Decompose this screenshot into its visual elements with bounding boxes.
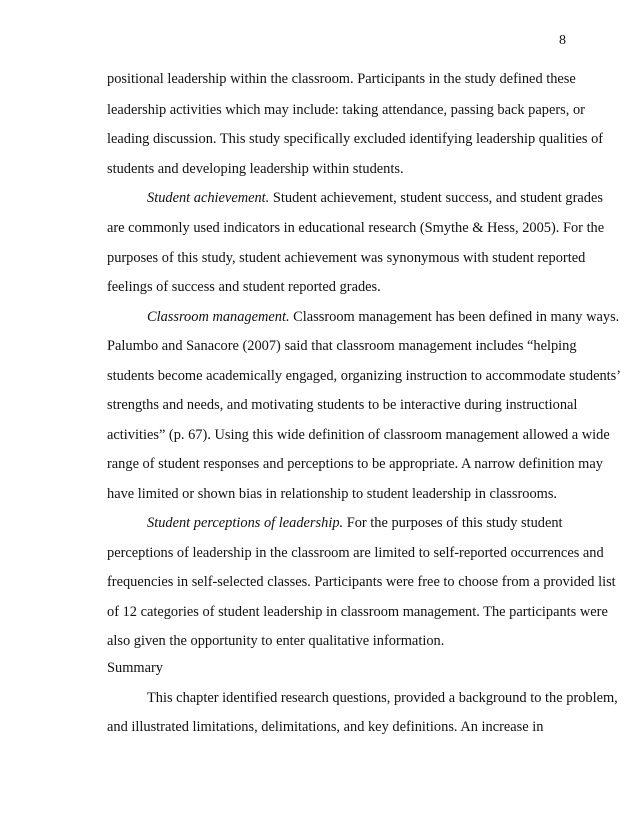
definition-heading: Student achievement. [147,190,270,206]
body-line: This chapter identified research questions, provided a background to the problem, [147,690,618,706]
body-line: strengths and needs, and motivating students to be interactive during instructional [107,397,578,413]
body-line: leadership activities which may include: taking attendance, passing back papers, or [107,102,585,118]
body-line: positional leadership within the classroom. Participants in the study defined these [107,71,576,87]
body-line: and illustrated limitations, delimitations, and key definitions. An increase in [107,719,544,735]
page-number: 8 [559,33,566,48]
body-line: also given the opportunity to enter qualitative information. [107,633,445,649]
body-line: perceptions of leadership in the classroom are limited to self-reported occurrences and [107,545,604,561]
body-line: Palumbo and Sanacore (2007) said that classroom management includes “helping [107,338,577,354]
body-line: leading discussion. This study specifically excluded identifying leadership qualities of [107,131,604,147]
section-heading-summary: Summary [107,660,163,676]
body-line: students become academically engaged, organizing instruction to accommodate students’ [107,368,622,384]
definition-heading: Classroom management. [147,309,290,325]
body-line: frequencies in self-selected classes. Participants were free to choose from a provided list [107,574,616,590]
body-line: have limited or shown bias in relationship to student leadership in classrooms. [107,486,558,502]
body-line: feelings of success and student reported grades. [107,279,381,295]
body-line: purposes of this study, student achievement was synonymous with student reported [107,250,586,266]
body-line: range of student responses and perceptions to be appropriate. A narrow definition may [107,456,603,472]
body-line: of 12 categories of student leadership in classroom management. The participants were [107,604,608,620]
definition-student-perceptions: Student perceptions of leadership. For the purposes of this study student [147,515,563,531]
body-line: are commonly used indicators in educational research (Smythe & Hess, 2005). For the [107,220,605,236]
body-line: activities” (p. 67). Using this wide definition of classroom management allowed a wide [107,427,610,443]
definition-student-achievement: Student achievement. Student achievement, student success, and student grades [147,190,603,206]
definition-classroom-management: Classroom management. Classroom management has been defined in many ways. [147,309,620,325]
definition-heading: Student perceptions of leadership. [147,515,344,531]
body-line: students and developing leadership within students. [107,161,404,177]
